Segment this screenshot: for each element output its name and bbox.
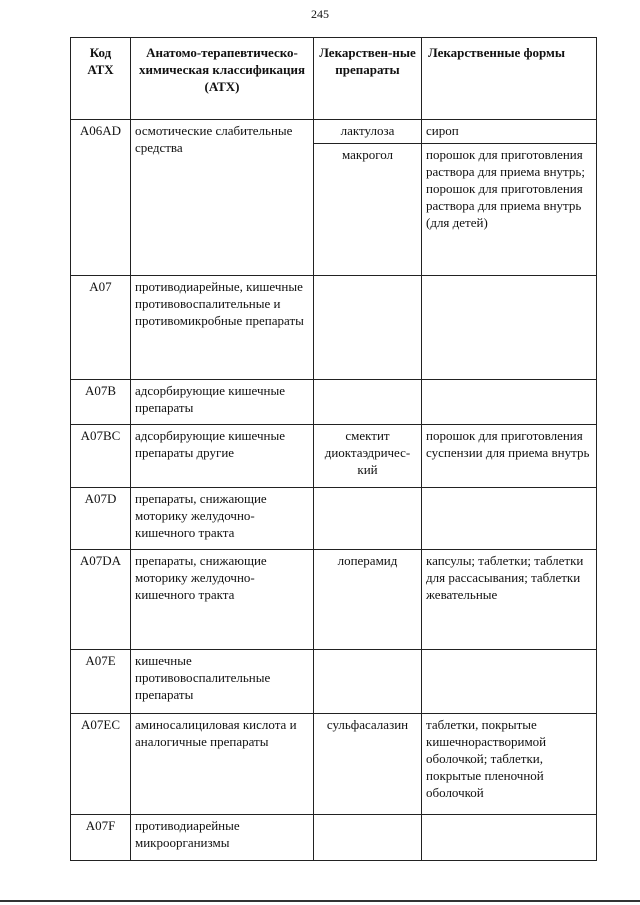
classification-cell: осмотические слабительные средства <box>131 120 314 276</box>
page-bottom-border <box>0 900 640 902</box>
form-cell: порошок для приготовления суспензии для приема внутрь <box>422 425 597 488</box>
form-cell: капсулы; таблетки; таблетки для рассасывания; таблетки жевательные <box>422 550 597 650</box>
form-cell <box>422 488 597 550</box>
drug-cell <box>314 276 422 380</box>
header-code: Код АТХ <box>71 38 131 120</box>
header-forms: Лекарственные формы <box>422 38 597 120</box>
header-drugs: Лекарствен-ные препараты <box>314 38 422 120</box>
classification-cell: кишечные противовоспалительные препараты <box>131 650 314 714</box>
code-cell: A07 <box>71 276 131 380</box>
classification-cell: противодиарейные микроорганизмы <box>131 815 314 861</box>
classification-cell: препараты, снижающие моторику желудочно-кишечного тракта <box>131 550 314 650</box>
drug-cell: смектит диоктаэдричес-кий <box>314 425 422 488</box>
drug-cell <box>314 488 422 550</box>
form-cell: сироп <box>422 120 597 144</box>
table-row <box>71 550 597 650</box>
table-row <box>71 276 597 380</box>
code-cell: A07BC <box>71 425 131 488</box>
drug-cell: сульфасалазин <box>314 714 422 815</box>
table-row <box>71 815 597 861</box>
drug-cell <box>314 380 422 425</box>
code-cell: A07D <box>71 488 131 550</box>
table-row <box>71 380 597 425</box>
atx-drug-table <box>70 37 597 861</box>
header-classification: Анатомо-терапевтическо-химическая классификация (АТХ) <box>131 38 314 120</box>
table-row <box>71 488 597 550</box>
table-row <box>71 714 597 815</box>
code-cell: A07E <box>71 650 131 714</box>
form-cell <box>422 276 597 380</box>
form-cell <box>422 380 597 425</box>
form-cell <box>422 650 597 714</box>
code-cell: A07B <box>71 380 131 425</box>
form-cell: таблетки, покрытые кишечнорастворимой оболочкой; таблетки, покрытые пленочной оболочкой <box>422 714 597 815</box>
classification-cell: адсорбирующие кишечные препараты другие <box>131 425 314 488</box>
table-header-row <box>71 38 597 120</box>
classification-cell: адсорбирующие кишечные препараты <box>131 380 314 425</box>
table-row <box>71 120 597 144</box>
code-cell: A07DA <box>71 550 131 650</box>
classification-cell: противодиарейные, кишечные противовоспалительные и противомикробные препараты <box>131 276 314 380</box>
code-cell: A07EC <box>71 714 131 815</box>
classification-cell: аминосалициловая кислота и аналогичные препараты <box>131 714 314 815</box>
drug-cell: лактулоза <box>314 120 422 144</box>
code-cell: A06AD <box>71 120 131 276</box>
table-row <box>71 650 597 714</box>
table-row <box>71 425 597 488</box>
classification-cell: препараты, снижающие моторику желудочно-кишечного тракта <box>131 488 314 550</box>
page-number: 245 <box>311 7 329 21</box>
form-cell: порошок для приготовления раствора для приема внутрь; порошок для приготовления раствора для приема внутрь (для детей) <box>422 144 597 276</box>
drug-cell: макрогол <box>314 144 422 276</box>
code-cell: A07F <box>71 815 131 861</box>
form-cell <box>422 815 597 861</box>
drug-cell <box>314 815 422 861</box>
drug-cell: лоперамид <box>314 550 422 650</box>
drug-cell <box>314 650 422 714</box>
